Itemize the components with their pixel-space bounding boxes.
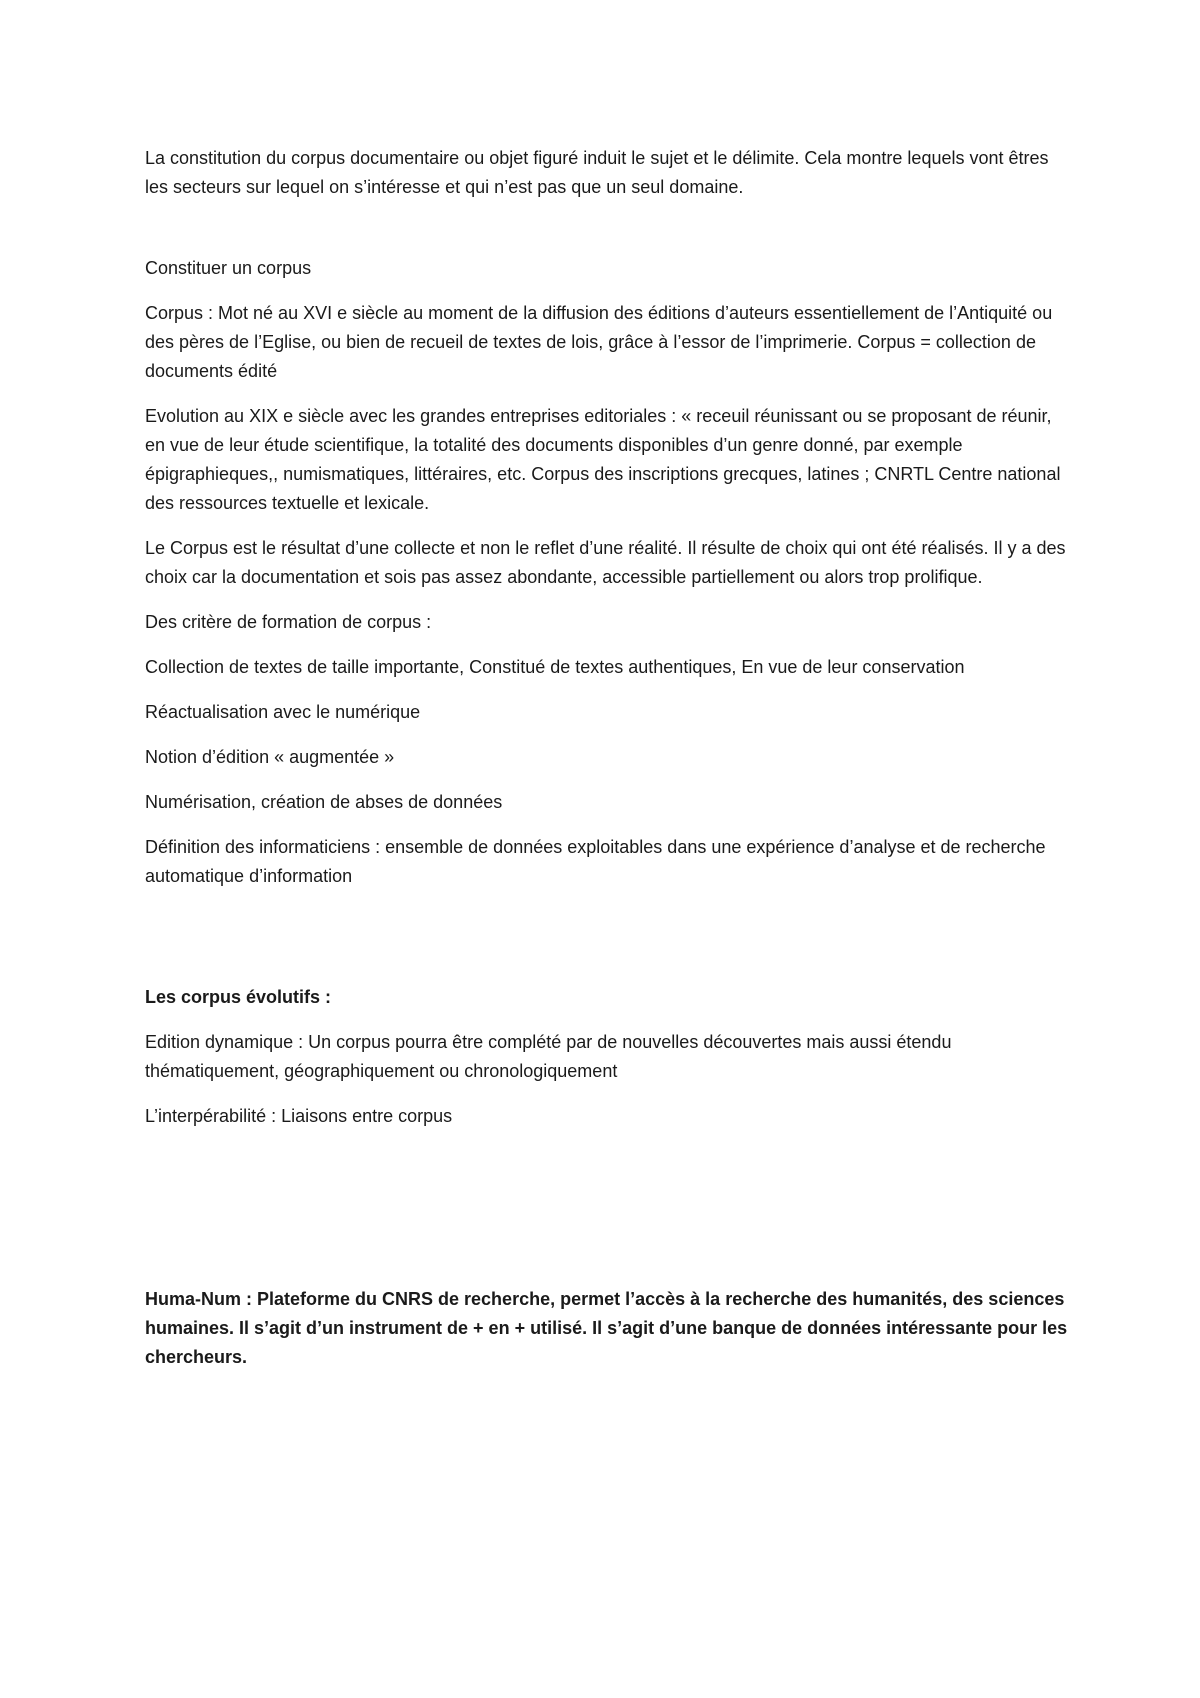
document-page: [145, 144, 1075, 1388]
reactualisation-line: Réactualisation avec le numérique: [145, 702, 421, 722]
evolution-paragraph: Evolution au XIX e siècle avec les grandes entreprises editoriales : « receuil réunissant ou se proposant de réunir, en vue de leur étude scientifique, la totalité des documents disponibles d’un genre donné, par exemple épigraphieques,, numismatiques, littéraires, etc. Corpus des inscriptions grecques, latines ; CNRTL Centre national des ressources textuelle et lexicale.: [145, 406, 1061, 513]
interoperabilite-line: L’interpérabilité : Liaisons entre corpus: [145, 1106, 453, 1126]
huma-num-paragraph: Huma-Num : Plateforme du CNRS de recherche, permet l’accès à la recherche des humanités, des sciences humaines. Il s’agit d’un instrument de + en + utilisé. Il s’agit d’une banque de données intéressante pour les chercheurs.: [145, 1289, 1068, 1367]
edition-dynamique-paragraph: Edition dynamique : Un corpus pourra être complété par de nouvelles découvertes mais aussi étendu thématiquement, géographiquement ou chronologiquement: [145, 1032, 952, 1081]
corpus-evolutifs-heading: Les corpus évolutifs :: [145, 987, 332, 1007]
intro-paragraph: La constitution du corpus documentaire ou objet figuré induit le sujet et le délimite. Cela montre lequels vont êtres les secteurs sur lequel on s’intéresse et qui n’est pas que un seul domaine.: [145, 148, 1049, 197]
definition-informaticiens-paragraph: Définition des informaticiens : ensemble de données exploitables dans une expérience d’analyse et de recherche automatique d’information: [145, 837, 1046, 886]
numerisation-line: Numérisation, création de abses de données: [145, 792, 503, 812]
criteres-list-paragraph: Collection de textes de taille importante, Constitué de textes authentiques, En vue de leur conservation: [145, 657, 965, 677]
section-title: Constituer un corpus: [145, 258, 312, 278]
notion-edition-line: Notion d’édition « augmentée »: [145, 747, 395, 767]
criteres-title: Des critère de formation de corpus :: [145, 612, 432, 632]
collecte-paragraph: Le Corpus est le résultat d’une collecte et non le reflet d’une réalité. Il résulte de choix qui ont été réalisés. Il y a des choix car la documentation et sois pas assez abondante, accessible partiellement ou alors trop prolifique.: [145, 538, 1066, 587]
corpus-definition-paragraph: Corpus : Mot né au XVI e siècle au moment de la diffusion des éditions d’auteurs essentiellement de l’Antiquité ou des pères de l’Eglise, ou bien de recueil de textes de lois, grâce à l’essor de l’imprimerie. Corpus = collection de documents édité: [145, 303, 1053, 381]
